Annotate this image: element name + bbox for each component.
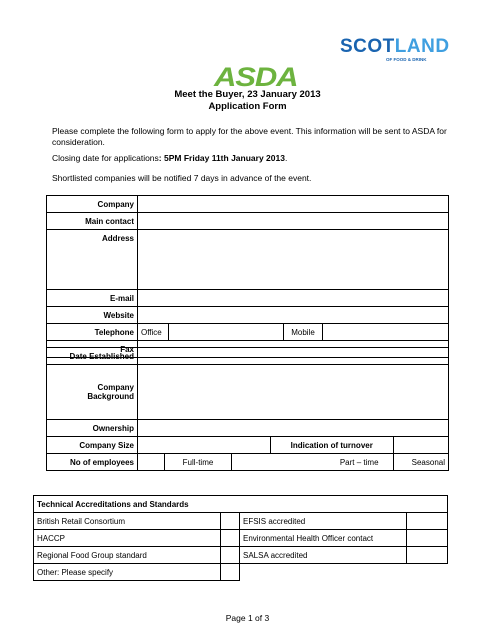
scotland-logo: SCOTLAND	[340, 36, 450, 57]
full-time-label: Full-time	[165, 454, 232, 471]
office-label: Office	[138, 324, 169, 341]
brc-label: British Retail Consortium	[34, 513, 221, 530]
office-phone-field[interactable]	[169, 324, 284, 341]
intro-paragraph: Please complete the following form to apply for the above event. This information will be sent to ASDA for consideration.	[52, 126, 447, 147]
rfg-checkbox[interactable]	[221, 547, 240, 564]
salsa-label: SALSA accredited	[240, 547, 407, 564]
company-background-label: Company Background	[47, 365, 138, 420]
fax-label: Fax	[47, 341, 138, 358]
empty-cell	[240, 564, 407, 581]
seasonal-label: Seasonal	[393, 454, 448, 471]
other-label: Other: Please specify	[34, 564, 221, 581]
email-field[interactable]	[138, 290, 449, 307]
eho-checkbox[interactable]	[407, 530, 448, 547]
rfg-label: Regional Food Group standard	[34, 547, 221, 564]
company-label: Company	[47, 196, 138, 213]
haccp-label: HACCP	[34, 530, 221, 547]
website-label: Website	[47, 307, 138, 324]
eho-label: Environmental Health Officer contact	[240, 530, 407, 547]
haccp-checkbox[interactable]	[221, 530, 240, 547]
telephone-label: Telephone	[47, 324, 138, 341]
company-field[interactable]	[138, 196, 449, 213]
company-size-field[interactable]	[138, 437, 271, 454]
scotland-logo-subtitle: OF FOOD & DRINK	[386, 57, 427, 62]
page-number: Page 1 of 3	[225, 613, 270, 623]
turnover-field[interactable]	[393, 437, 448, 454]
employees-label: No of employees	[47, 454, 138, 471]
efsis-checkbox[interactable]	[407, 513, 448, 530]
part-time-label: Part – time	[232, 454, 394, 471]
address-label: Address	[47, 230, 138, 290]
salsa-checkbox[interactable]	[407, 547, 448, 564]
closing-date-paragraph: Closing date for applications: 5PM Friday 11th January 2013.	[52, 153, 288, 163]
asda-logo: ASDA	[214, 62, 298, 92]
form-title: Application Form	[208, 101, 287, 112]
efsis-label: EFSIS accredited	[240, 513, 407, 530]
shortlist-paragraph: Shortlisted companies will be notified 7 days in advance of the event.	[52, 173, 312, 183]
website-field[interactable]	[138, 307, 449, 324]
email-label: E-mail	[47, 290, 138, 307]
mobile-phone-field[interactable]	[323, 324, 449, 341]
date-established-label: Date Established	[47, 348, 138, 365]
company-details-table	[46, 195, 449, 358]
company-size-label: Company Size	[47, 437, 138, 454]
company-background-field[interactable]	[138, 365, 449, 420]
other-checkbox[interactable]	[221, 564, 240, 581]
mobile-label: Mobile	[284, 324, 323, 341]
main-contact-field[interactable]	[138, 213, 449, 230]
accreditations-table	[33, 495, 448, 581]
empty-cell	[407, 564, 448, 581]
event-title: Meet the Buyer, 23 January 2013	[174, 89, 321, 100]
turnover-label: Indication of turnover	[270, 437, 393, 454]
address-field[interactable]	[138, 230, 449, 290]
brc-checkbox[interactable]	[221, 513, 240, 530]
date-established-field[interactable]	[138, 348, 449, 365]
ownership-field[interactable]	[138, 420, 449, 437]
main-contact-label: Main contact	[47, 213, 138, 230]
company-profile-table	[46, 347, 449, 471]
ownership-label: Ownership	[47, 420, 138, 437]
employees-total-field[interactable]	[138, 454, 165, 471]
accreditations-header: Technical Accreditations and Standards	[34, 496, 448, 513]
